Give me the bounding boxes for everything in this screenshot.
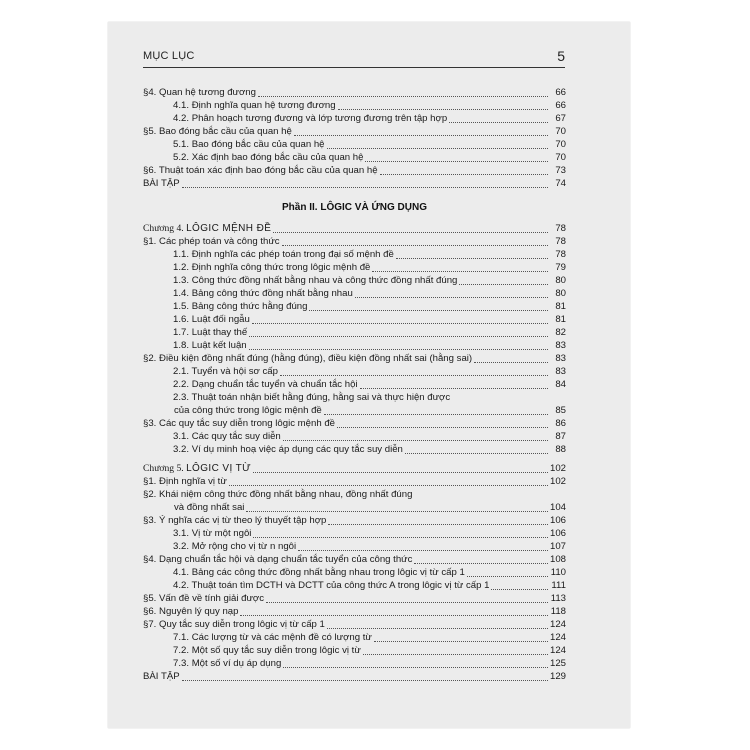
toc-entry-row: [143, 443, 566, 456]
toc-page-number: 108: [549, 554, 566, 565]
toc-entry-text: [173, 313, 250, 326]
toc-entry-title: Khái niệm công thức đồng nhất bằng nhau, đồng nhất đúng: [159, 489, 413, 500]
toc-entry-text: [173, 99, 336, 112]
toc-entry-text: [173, 378, 358, 391]
toc-page-number: 67: [555, 113, 566, 124]
toc-page-number: 70: [555, 139, 566, 150]
toc-entry-number: §3.: [143, 515, 157, 526]
toc-page-number: 124: [549, 619, 566, 630]
toc-page-number: 106: [549, 515, 566, 526]
toc-entry-number: Chương 5.: [143, 463, 184, 474]
toc-page-number: 74: [555, 178, 566, 189]
toc-entry-title: Bảng các công thức đồng nhất bằng nhau trong lôgic vị từ cấp 1: [191, 567, 465, 578]
toc-entry-number: 4.1.: [173, 100, 190, 111]
toc-entry-number: §1.: [143, 236, 157, 247]
toc-entry-title: Thuật toán tìm DCTH và DCTT của công thức A trong lôgic vị từ cấp 1: [191, 580, 490, 591]
toc-page-number: 73: [555, 165, 566, 176]
running-header-title: MỤC LỤC: [143, 50, 195, 62]
leader-dots: [396, 245, 548, 259]
leader-dots: [253, 524, 548, 538]
toc-entry-row: [143, 378, 566, 391]
leader-dots: [449, 109, 548, 123]
leader-dots: [258, 83, 548, 97]
leader-dots: [491, 576, 548, 590]
toc-page-number: 110: [550, 567, 566, 578]
toc-page-number: 70: [555, 152, 566, 163]
toc-page-number: 129: [549, 671, 566, 682]
toc-entry-title: Vấn đề về tính giải được: [159, 593, 264, 604]
toc-entry-number: 1.2.: [173, 262, 190, 273]
leader-dots: [283, 654, 548, 668]
toc-entry-title: Xác định bao đóng bắc cầu của quan hệ: [191, 152, 364, 163]
toc-entry-number: 4.2.: [173, 580, 190, 591]
leader-dots: [474, 349, 548, 363]
toc-page-number: 81: [555, 314, 566, 325]
toc-entry-number: 3.1.: [173, 431, 190, 442]
toc-entry-text: [173, 566, 465, 579]
leader-dots: [280, 362, 548, 376]
toc-page-number: 78: [555, 223, 566, 234]
toc-entry-text: [173, 248, 394, 261]
toc-page-number: 118: [550, 606, 566, 617]
toc-page-number: 86: [555, 418, 566, 429]
leader-dots: [363, 641, 548, 655]
toc-entry-title: Quan hệ tương đương: [159, 87, 256, 98]
leader-dots: [249, 336, 548, 350]
toc-entry-number: §7.: [143, 619, 157, 630]
toc-entry-title: Dạng chuẩn tắc hội và dạng chuẩn tắc tuyển của công thức: [159, 554, 413, 565]
toc-entry-title: Thuật toán xác định bao đóng bắc cầu của quan hệ: [158, 165, 378, 176]
toc-entry-title: Các phép toán và công thức: [159, 236, 280, 247]
toc-entry-number: §5.: [143, 593, 157, 604]
toc-page-number: 87: [555, 431, 566, 442]
toc-entry-title: Quy tắc suy diễn trong lôgic vị từ cấp 1: [159, 619, 325, 630]
toc-entry-number: 7.1.: [173, 632, 190, 643]
toc-entry-title: Một số quy tắc suy diễn trong lôgic vị từ: [191, 645, 361, 656]
toc-entry-title: LÔGIC VỊ TỪ: [186, 463, 252, 474]
toc-entry-title: Dạng chuẩn tắc tuyển và chuẩn tắc hội: [191, 379, 358, 390]
toc-entry-text: [173, 527, 251, 540]
toc-entry-text: [173, 339, 247, 352]
toc-page-number: 111: [551, 580, 566, 591]
leader-dots: [246, 498, 548, 512]
toc-entry-text: [174, 404, 322, 417]
leader-dots: [282, 232, 548, 246]
toc-entry-title: Định nghĩa các phép toán trong đại số mệnh đề: [191, 249, 394, 260]
toc-entry-title: Công thức đồng nhất bằng nhau và công thức đồng nhất đúng: [191, 275, 458, 286]
leader-dots: [298, 537, 548, 551]
toc-entry-title: và đồng nhất sai: [174, 502, 245, 513]
toc-entry-number: 1.8.: [173, 340, 190, 351]
toc-page-number: 79: [555, 262, 566, 273]
toc-entry-title: Ví dụ minh hoạ việc áp dụng các quy tắc suy diễn: [191, 444, 403, 455]
toc-entry-number: 1.5.: [173, 301, 190, 312]
table-of-contents: [143, 86, 566, 683]
toc-entry-number: §2.: [143, 489, 157, 500]
leader-dots: [380, 161, 548, 175]
toc-page-number: 81: [555, 301, 566, 312]
leader-dots: [459, 271, 548, 285]
toc-entry-text: [143, 177, 180, 190]
toc-entry-number: 5.1.: [173, 139, 190, 150]
toc-entry-title: Luật kết luận: [191, 340, 247, 351]
toc-entry-number: 5.2.: [173, 152, 190, 163]
toc-page-number: 106: [549, 528, 566, 539]
leader-dots: [405, 440, 548, 454]
toc-entry-text: [173, 138, 325, 151]
toc-entry-text: [143, 670, 180, 683]
toc-entry-text: [173, 631, 372, 644]
toc-entry-title: BÀI TẬP: [143, 671, 180, 682]
toc-entry-number: 1.3.: [173, 275, 190, 286]
leader-dots: [328, 511, 548, 525]
toc-page-number: 83: [555, 340, 566, 351]
toc-entry-number: §3.: [143, 418, 157, 429]
toc-entry-number: §4.: [143, 87, 157, 98]
toc-entry-text: [173, 443, 403, 456]
toc-entry-number: 1.7.: [173, 327, 190, 338]
toc-entry-number: 3.1.: [173, 528, 190, 539]
toc-entry-number: 1.6.: [173, 314, 190, 325]
toc-page-number: 125: [549, 658, 566, 669]
leader-dots: [249, 323, 548, 337]
toc-page-number: 102: [549, 463, 566, 474]
toc-entry-title: Thuật toán nhận biết hằng đúng, hằng sai và thực hiện được: [191, 392, 451, 403]
toc-entry-number: 3.2.: [173, 541, 190, 552]
toc-entry-title: Tuyển và hội sơ cấp: [191, 366, 278, 377]
leader-dots: [467, 563, 548, 577]
leader-dots: [252, 310, 548, 324]
toc-entry-title: Bao đóng bắc cầu của quan hệ: [191, 139, 325, 150]
toc-page-number: 80: [555, 288, 566, 299]
toc-entry-text: [174, 501, 244, 514]
toc-entry-title: Mở rộng cho vị từ n ngôi: [191, 541, 297, 552]
toc-entry-number: Chương 4.: [143, 223, 184, 234]
toc-page-number: 104: [549, 502, 566, 513]
toc-entry-title: Một số ví dụ áp dụng: [191, 658, 282, 669]
leader-dots: [324, 401, 548, 415]
toc-page-number: 124: [549, 645, 566, 656]
toc-entry-number: 2.3.: [173, 392, 190, 403]
toc-entry-text: [173, 540, 296, 553]
leader-dots: [337, 414, 548, 428]
toc-page-number: 78: [555, 249, 566, 260]
toc-page-number: 88: [555, 444, 566, 455]
toc-entry-number: §5.: [143, 126, 157, 137]
toc-entry-title: Các quy tắc suy diễn: [191, 431, 281, 442]
toc-entry-title: Bảng công thức hằng đúng: [191, 301, 308, 312]
toc-page-number: 80: [555, 275, 566, 286]
toc-entry-row: [143, 177, 566, 190]
toc-entry-text: [143, 618, 325, 631]
toc-page-number: 82: [555, 327, 566, 338]
leader-dots: [327, 135, 548, 149]
toc-entry-text: [143, 475, 227, 488]
toc-entry-number: 1.4.: [173, 288, 190, 299]
leader-dots: [229, 472, 548, 486]
toc-entry-text: [173, 365, 278, 378]
toc-entry-number: §4.: [143, 554, 157, 565]
part-heading: Phần II. LÔGIC VÀ ỨNG DỤNG: [282, 202, 427, 213]
toc-entry-text: [173, 261, 370, 274]
toc-entry-title: Bao đóng bắc cầu của quan hệ: [159, 126, 292, 137]
leader-dots: [309, 297, 548, 311]
leader-dots: [414, 550, 548, 564]
toc-entry-number: 2.2.: [173, 379, 190, 390]
header-rule: [143, 67, 565, 68]
toc-entry-title: Luật đối ngẫu: [191, 314, 250, 325]
leader-dots: [283, 427, 548, 441]
toc-entry-title: Định nghĩa quan hệ tương đương: [191, 100, 336, 111]
toc-entry-number: 2.1.: [173, 366, 190, 377]
page-number: 5: [557, 48, 565, 64]
leader-dots: [273, 219, 548, 233]
toc-page-number: 78: [555, 236, 566, 247]
toc-entry-number: 1.1.: [173, 249, 190, 260]
toc-entry-number: 4.1.: [173, 567, 190, 578]
toc-entry-number: 7.3.: [173, 658, 190, 669]
toc-page-number: 84: [555, 379, 566, 390]
toc-entry-title: Định nghĩa vị từ: [159, 476, 227, 487]
leader-dots: [360, 375, 548, 389]
toc-entry-text: [173, 430, 281, 443]
toc-entry-text: [143, 125, 292, 138]
toc-entry-text: [143, 235, 280, 248]
leader-dots: [253, 459, 548, 473]
toc-entry-text: [143, 605, 238, 618]
toc-page-number: 85: [555, 405, 566, 416]
toc-entry-text: [143, 86, 256, 99]
leader-dots: [182, 667, 548, 681]
toc-entry-text: [143, 222, 271, 235]
toc-entry-number: 7.2.: [173, 645, 190, 656]
toc-entry-text: [143, 553, 412, 566]
leader-dots: [338, 96, 548, 110]
toc-entry-title: BÀI TẬP: [143, 178, 180, 189]
toc-page-number: 102: [549, 476, 566, 487]
toc-entry-text: [173, 151, 363, 164]
toc-page-number: 70: [555, 126, 566, 137]
toc-entry-title: Luật thay thế: [191, 327, 248, 338]
toc-page-number: 66: [555, 100, 566, 111]
toc-entry-title: Vị từ một ngôi: [191, 528, 252, 539]
toc-entry-title: LÔGIC MỆNH ĐỀ: [186, 223, 272, 234]
toc-entry-row: [143, 670, 566, 683]
toc-entry-title: của công thức trong lôgic mệnh đề: [174, 405, 322, 416]
toc-page-number: 83: [555, 366, 566, 377]
leader-dots: [327, 615, 548, 629]
toc-entry-title: Điều kiện đồng nhất đúng (hằng đúng), điều kiện đồng nhất sai (hằng sai): [159, 353, 473, 364]
leader-dots: [182, 174, 548, 188]
toc-entry-title: Phân hoạch tương đương và lớp tương đương trên tập hợp: [191, 113, 448, 124]
toc-entry-number: 4.2.: [173, 113, 190, 124]
toc-entry-number: 3.2.: [173, 444, 190, 455]
leader-dots: [374, 628, 548, 642]
leader-dots: [266, 589, 548, 603]
toc-entry-title: Bảng công thức đồng nhất bằng nhau: [191, 288, 353, 299]
toc-entry-number: §6.: [143, 606, 157, 617]
leader-dots: [294, 122, 548, 136]
toc-entry-title: Các lượng từ và các mệnh đề có lượng từ: [191, 632, 372, 643]
toc-entry-title: Ý nghĩa các vị từ theo lý thuyết tập hợp: [159, 515, 327, 526]
toc-entry-title: Các quy tắc suy diễn trong lôgic mệnh đề: [159, 418, 336, 429]
toc-page-number: 113: [550, 593, 566, 604]
toc-page-number: 66: [555, 87, 566, 98]
toc-entry-row: [143, 475, 566, 488]
leader-dots: [355, 284, 548, 298]
toc-entry-number: §1.: [143, 476, 157, 487]
leader-dots: [372, 258, 548, 272]
toc-page-number: 107: [549, 541, 566, 552]
toc-page-number: 83: [555, 353, 566, 364]
leader-dots: [240, 602, 548, 616]
toc-entry-number: §2.: [143, 353, 157, 364]
toc-entry-title: Định nghĩa công thức trong lôgic mệnh đề: [191, 262, 371, 273]
toc-page-number: 124: [549, 632, 566, 643]
toc-entry-text: [173, 326, 247, 339]
toc-entry-number: §6.: [143, 165, 157, 176]
toc-entry-title: Nguyên lý quy nạp: [159, 606, 239, 617]
leader-dots: [365, 148, 548, 162]
